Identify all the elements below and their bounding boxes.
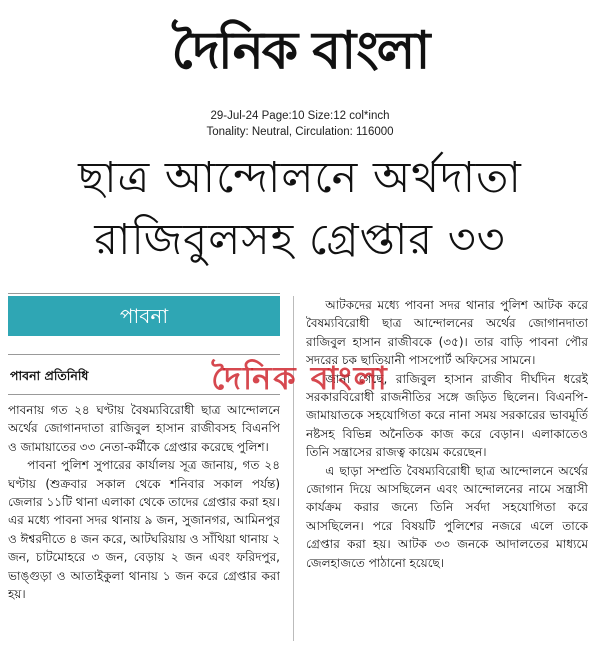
section-banner: পাবনা xyxy=(8,296,280,336)
paragraph-5: এ ছাড়া সম্প্রতি বৈষম্যবিরোধী ছাত্র আন্দোলনে অর্থের জোগান দিয়ে আসছিলেন এবং আন্দোলনের নামে সন্ত্রাসী কার্যক্রম করার জন্যে তিনি সর্বদা সহযোগিতা করে আসছিলেন। পরে বিষয়টি পুলিশের নজরে এলে তাকে গ্রেপ্তার করা হয়। আটক ৩৩ জনকে আদালতের মাধ্যমে জেলহাজতে পাঠানো হয়েছে। xyxy=(306,463,588,570)
paragraph-4: জানা গেছে, রাজিবুল হাসান রাজীব দীর্ঘদিন ধরেই সরকারবিরোধী রাজনীতির সঙ্গে জড়িত ছিলেন। বিএনপি-জামায়াতকে সহযোগিতা করে নানা সময় সরকারের ভাবমূর্তি নষ্টসহ বিভিন্ন অনৈতিক কাজ করে বেড়ান। এলাকাতেও তিনি সন্ত্রাসের রাজত্ব কায়েম করেছেন। xyxy=(306,371,588,460)
headline-line-1: ছাত্র আন্দোলনে অর্থদাতা xyxy=(78,153,522,203)
watermark-logo: দৈনিক বাংলা xyxy=(211,359,389,397)
headline-line-2: রাজিবুলসহ গ্রেপ্তার ৩৩ xyxy=(94,215,506,265)
newspaper-masthead: দৈনিক বাংলা xyxy=(171,21,429,81)
clip-info-line-2: Tonality: Neutral, Circulation: 116000 xyxy=(206,126,394,138)
article-column-left xyxy=(8,401,280,645)
byline: পাবনা প্রতিনিধি xyxy=(10,368,89,383)
column-divider xyxy=(293,296,294,641)
article-column-right xyxy=(306,296,588,645)
section-top-rule xyxy=(8,293,280,294)
paragraph-2: পাবনা পুলিশ সুপারের কার্যালয় সূত্র জানায়, গত ২৪ ঘণ্টায় (শুক্রবার সকাল থেকে শনিবার সকাল পর্যন্ত) জেলার ১১টি থানা এলাকা থেকে তাদের গ্রেপ্তার করা হয়। এর মধ্যে পাবনা সদর থানায় ৯ জন, সুজানগর, আমিনপুর ও ঈশ্বরদীতে ৪ জন করে, আটঘরিয়ায় ও সাঁথিয়া থানায় ২ জন, চাটমোহরে ৩ জন, বেড়ায় ২ জন এবং ফরিদপুর, ভাঙ্গুড়া ও আতাইকুলা থানায় ১ জন করে গ্রেপ্তার করা হয়। xyxy=(8,458,280,602)
paragraph-1: পাবনায় গত ২৪ ঘণ্টায় বৈষম্যবিরোধী ছাত্র আন্দোলনে অর্থের জোগানদাতা রাজিবুল হাসান রাজীবসহ বিএনপি ও জামায়াতের ৩৩ নেতা-কর্মীকে গ্রেপ্তার করেছে পুলিশ। xyxy=(8,403,280,454)
clip-info-line-1: 29-Jul-24 Page:10 Size:12 col*inch xyxy=(210,110,390,122)
byline-top-rule xyxy=(8,354,280,355)
paragraph-3: আটকদের মধ্যে পাবনা সদর থানার পুলিশ আটক করে বৈষম্যবিরোধী ছাত্র আন্দোলনের অর্থের জোগানদাতা রাজিবুল হাসান রাজীবকে (৩৫)। তার বাড়ি পাবনা পৌর সদরের চক ছাতিয়ানী পাসপোর্ট অফিসের সামনে। xyxy=(306,298,588,368)
